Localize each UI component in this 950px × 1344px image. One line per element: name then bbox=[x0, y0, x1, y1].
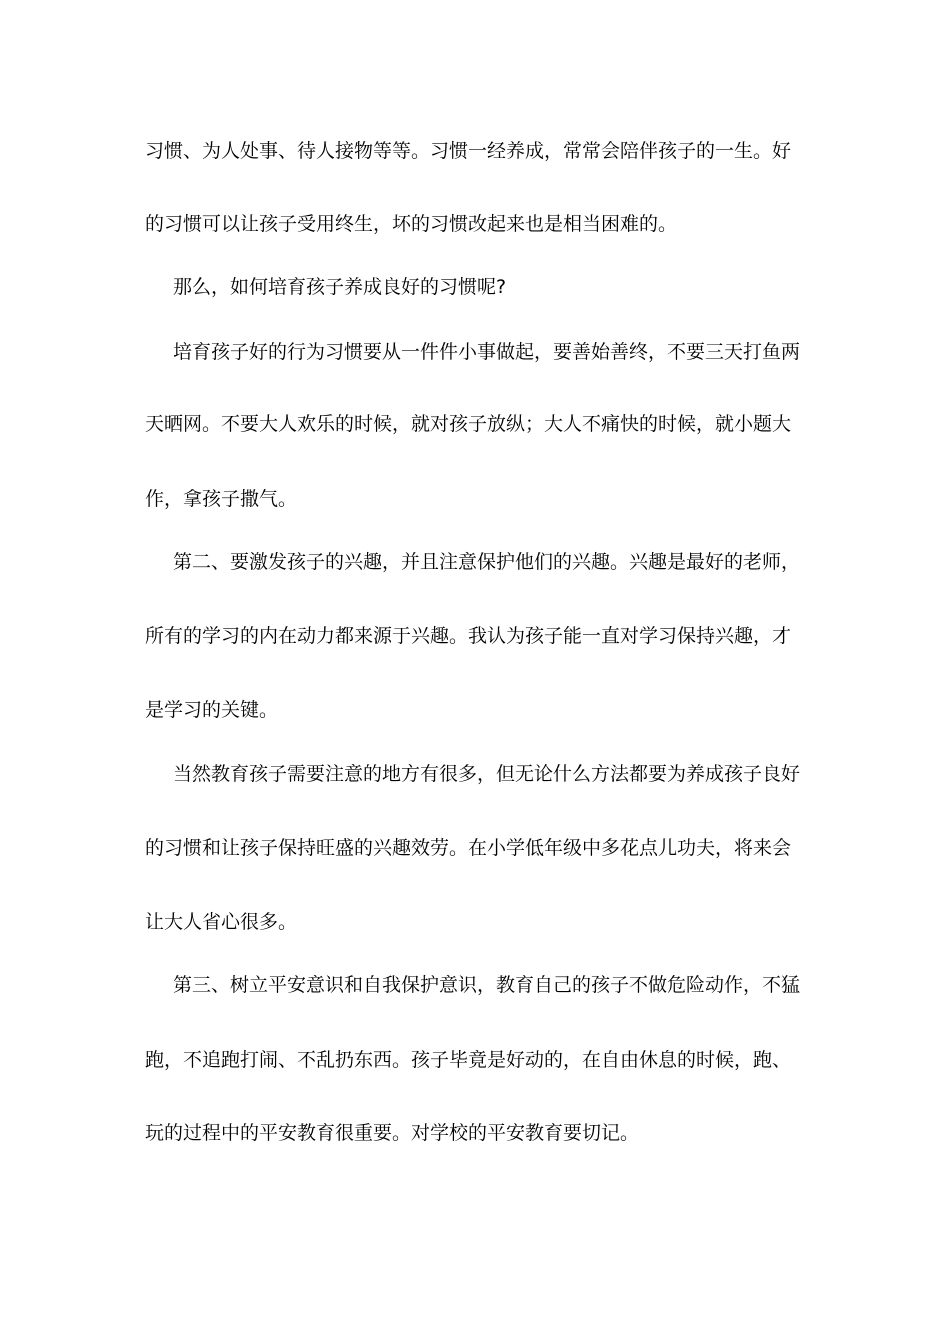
text-line: 的习惯和让孩子保持旺盛的兴趣效劳。在小学低年级中多花点儿功夫，将来会 bbox=[145, 837, 792, 859]
text-line: 当然教育孩子需要注意的地方有很多，但无论什么方法都要为养成孩子良好 bbox=[173, 763, 801, 785]
text-line: 习惯、为人处事、待人接物等等。习惯一经养成，常常会陪伴孩子的一生。好 bbox=[145, 140, 792, 162]
text-line: 作，拿孩子撒气。 bbox=[145, 488, 298, 510]
text-line: 玩的过程中的平安教育很重要。对学校的平安教育要切记。 bbox=[145, 1122, 640, 1144]
text-line: 第三、树立平安意识和自我保护意识，教育自己的孩子不做危险动作，不猛 bbox=[173, 974, 801, 996]
text-line: 让大人省心很多。 bbox=[145, 911, 298, 933]
text-line: 的习惯可以让孩子受用终生，坏的习惯改起来也是相当困难的。 bbox=[145, 213, 678, 235]
text-line: 跑，不追跑打闹、不乱扔东西。孩子毕竟是好动的，在自由休息的时候，跑、 bbox=[145, 1049, 792, 1071]
text-line: 天晒网。不要大人欢乐的时候，就对孩子放纵；大人不痛快的时候，就小题大 bbox=[145, 413, 792, 435]
text-line: 是学习的关键。 bbox=[145, 699, 279, 721]
text-line: 所有的学习的内在动力都来源于兴趣。我认为孩子能一直对学习保持兴趣，才 bbox=[145, 625, 792, 647]
text-line: 那么，如何培育孩子养成良好的习惯呢? bbox=[173, 276, 507, 298]
text-line: 培育孩子好的行为习惯要从一件件小事做起，要善始善终，不要三天打鱼两 bbox=[173, 341, 801, 363]
text-line: 第二、要激发孩子的兴趣，并且注意保护他们的兴趣。兴趣是最好的老师， bbox=[173, 551, 801, 573]
